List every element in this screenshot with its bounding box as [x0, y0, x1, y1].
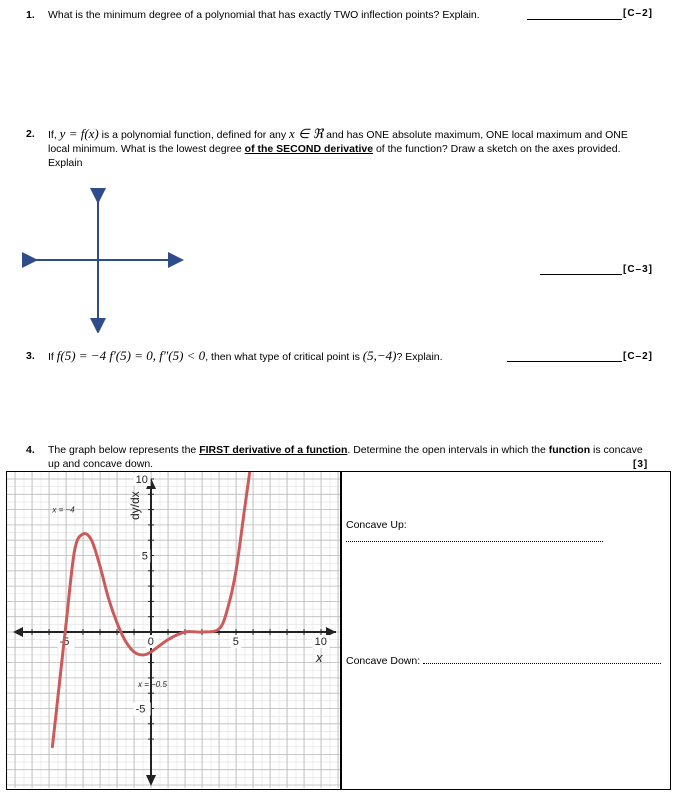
math-point: (5,−4): [362, 348, 397, 363]
x-axis-arrow-left: [13, 627, 23, 637]
question-4-number: 4.: [26, 444, 35, 456]
question-4-line-1: The graph below represents the FIRST derivative of a function. Determine the open intervals in which the function is concave: [48, 444, 643, 456]
question-2-line-2: local minimum. What is the lowest degree of the SECOND derivative of the function? Draw a sketch on the axes provided.: [48, 143, 621, 155]
question-2-line-1: If, y = f(x) is a polynomial function, defined for any x ∈ ℜ and has ONE absolute maximum, ONE local maximum and ONE: [48, 126, 628, 141]
derivative-graph: [7, 472, 340, 788]
concave-up-row: [346, 518, 666, 546]
question-1-text: What is the minimum degree of a polynomial that has exactly TWO inflection points? Explain.: [48, 9, 480, 21]
marks-q1: [C–2]: [623, 8, 654, 19]
annotation-x-minus-4: x = −4: [52, 505, 75, 515]
y-axis-label: dy/dx: [128, 491, 142, 520]
x-tick-label: -5: [59, 636, 70, 648]
y-axis-arrow-down: [146, 775, 156, 786]
sketch-axes[interactable]: [20, 188, 185, 333]
question-4-line-2: up and concave down.: [48, 458, 154, 470]
marks-q3: [C–2]: [623, 351, 654, 362]
x-axis-label: x: [316, 650, 323, 665]
answer-blank-2[interactable]: [540, 262, 622, 275]
x-tick-label: 5: [232, 636, 239, 648]
concave-down-row: [346, 654, 666, 668]
x-tick-label: 10: [314, 636, 327, 648]
marks-q2: [C–3]: [623, 264, 654, 275]
annotation-x-minus-0-5: x = −0.5: [138, 680, 167, 690]
concave-down-answer-line[interactable]: [423, 655, 661, 664]
y-tick-label: -5: [135, 703, 146, 716]
question-3: 3. If f(5) = −4 f′(5) = 0, f″(5) < 0, then what type of critical point is (5,−4)? Explain.: [26, 348, 443, 363]
y-tick-label: 10: [135, 474, 148, 486]
question-2-line-3: Explain: [48, 157, 83, 169]
question-2: [26, 127, 676, 177]
question-2-number: 2.: [26, 128, 35, 140]
concave-up-answer-line[interactable]: [346, 533, 603, 542]
math-y-equals-fx: y = f(x): [59, 126, 99, 141]
math-conditions: f(5) = −4 f′(5) = 0, f″(5) < 0: [56, 348, 206, 363]
x-tick-label: 0: [147, 636, 154, 648]
math-x-in-reals: x ∈ ℜ: [289, 126, 324, 141]
marks-q4: [3]: [633, 459, 649, 470]
question-1-number: 1.: [26, 9, 35, 21]
emphasis-second-derivative: of the SECOND derivative: [244, 143, 374, 155]
answer-blank-1[interactable]: [527, 7, 622, 20]
concave-down-label: Concave Down:: [346, 655, 421, 667]
emphasis-first-derivative: FIRST derivative of a function: [199, 444, 348, 456]
answer-blank-3[interactable]: [507, 349, 622, 362]
derivative-curve: [52, 472, 253, 747]
y-tick-label: 5: [141, 550, 148, 563]
concave-up-label: Concave Up:: [346, 519, 407, 531]
question-3-number: 3.: [26, 350, 35, 362]
